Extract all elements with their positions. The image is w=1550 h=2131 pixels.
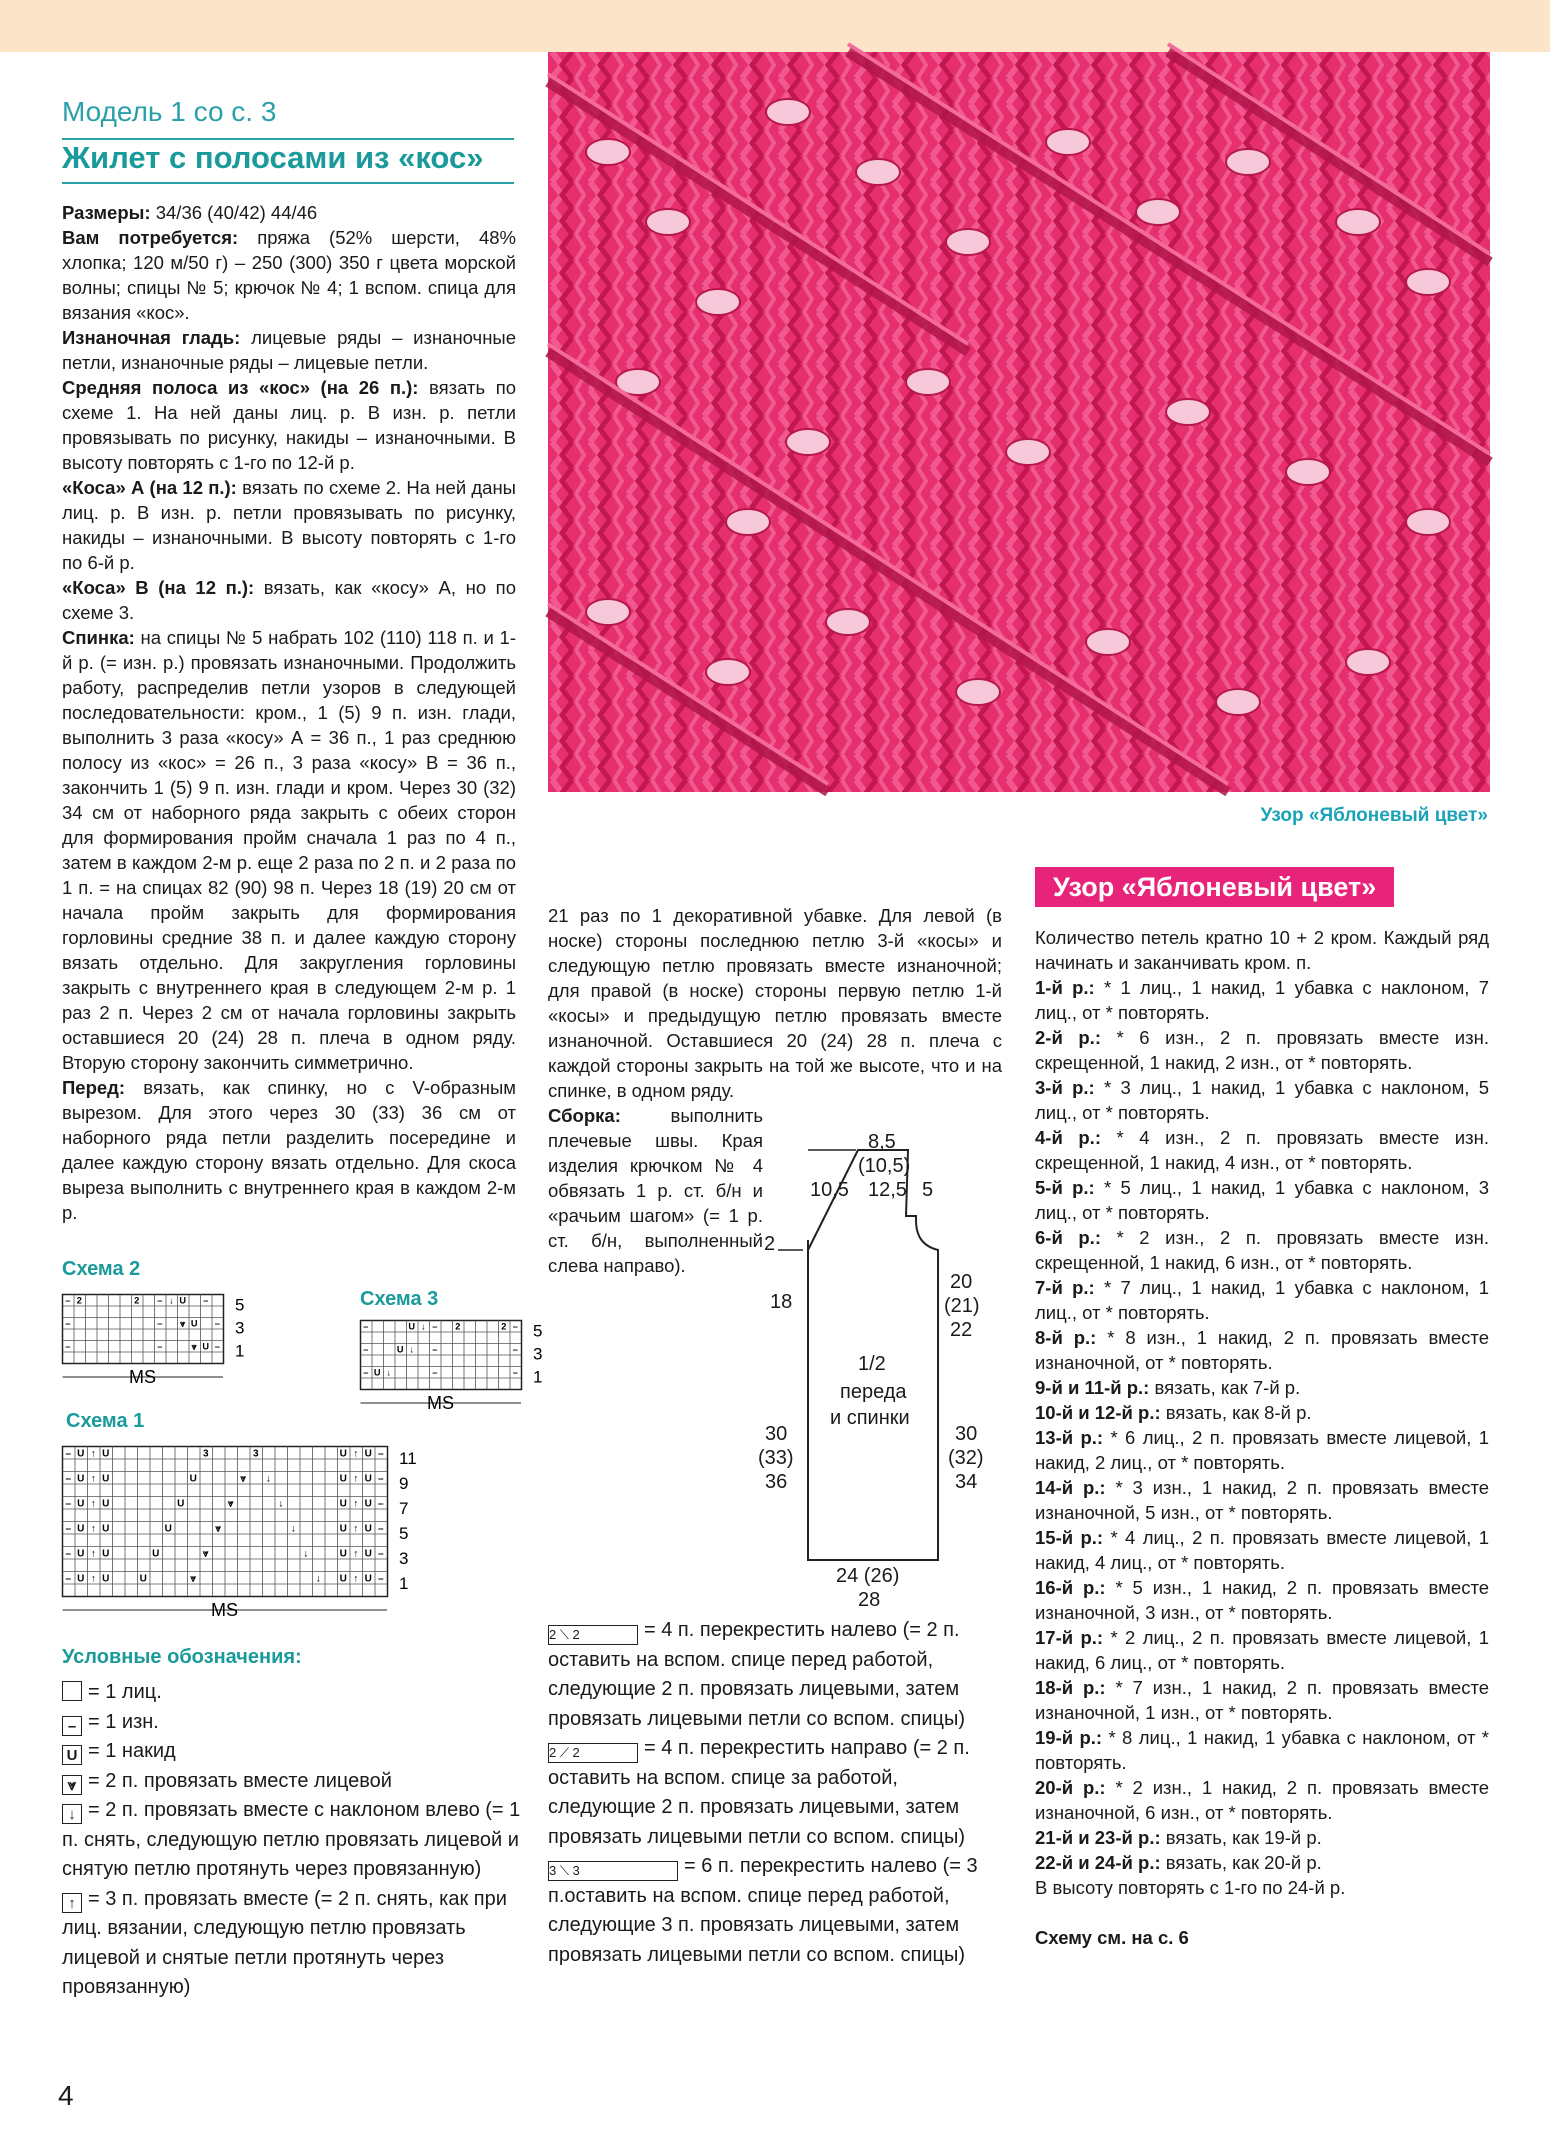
- ms-label: MS: [129, 1367, 156, 1387]
- stitch-symbol: ↑: [90, 1573, 96, 1585]
- dim-bottom-1: 24 (26): [836, 1565, 900, 1587]
- stitch-symbol: –: [377, 1548, 384, 1560]
- stitch-symbol: U: [77, 1573, 85, 1585]
- dim-left-2: (33): [758, 1447, 794, 1469]
- legend-list: [62, 1678, 522, 2003]
- yarn-over-icon: U: [62, 1745, 82, 1765]
- dim-width-3: 5: [922, 1179, 934, 1201]
- instr-paragraph: «Коса» А (на 12 п.): вязать по схеме 2. На ней даны лиц. р. В изн. р. петли провязывать по рисунку, накиды – изнаночными. В высоту повторять с 1-го по 6-й р.: [62, 477, 516, 573]
- diagram-center-3: и спинки: [830, 1407, 910, 1429]
- instr-paragraph: Средняя полоса из «кос» (на 26 п.): вязать по схеме 1. На ней даны лиц. р. В изн. р. петли провязывать по рисунку, накиды – изнаночными. В высоту повторять с 1-го по 12-й р.: [62, 377, 517, 473]
- stitch-symbol: U: [152, 1548, 160, 1560]
- pattern-row: 9-й и 11-й р.: вязать, как 7-й р.: [1035, 1377, 1301, 1398]
- dim-rr-3: 34: [955, 1471, 978, 1493]
- legend-item: 2 ⟋ 2 = 4 п. перекрестить направо (= 2 п. оставить на вспом. спице за работой, следующие 2 п. провязать лицевыми, затем провязать лицевыми петли со вспом. спицы): [548, 1737, 970, 1848]
- row-number-label: 1: [235, 1341, 245, 1361]
- legend-item: ↓ = 2 п. провязать вместе с наклоном влево (= 1 п. снять, следующую петлю провязать лицевой и снятую петлю протянуть через провязанную): [62, 1799, 521, 1880]
- pattern-chart-reference: Схему см. на с. 6: [1035, 1927, 1189, 1948]
- instr-paragraph: «Коса» В (на 12 п.): вязать, как «косу» А, но по схеме 3.: [62, 577, 516, 623]
- instr-paragraph: Спинка: на спицы № 5 набрать 102 (110) 118 п. и 1-й р. (= изн. р.) провязать изнаночными. Продолжить работу, распределив петли узоров в следующей последовательности: кром., 1 (5) 9 п. изн. глади, выполнить 3 раза «косу» А = 36 п., 1 раз среднюю полосу из «кос» = 26 п., 3 раза «косу» В = 36 п., закончить 1 (5) 9 п. изн. глади и кром. Через 30 (32) 34 см от наборного ряда закрыть с обеих сторон для формирования пройм сначала 1 раз по 4 п., затем в каждом 2-м р. еще 2 раза по 2 п. и 2 раза по 1 п. = на спицах 82 (90) 98 п. Через 18 (19) 20 см от начала пройм закрыть для формирования горловины средние 38 п. и далее каждую сторону вязать отдельно. Для закругления горловины закрыть с внутреннего края в следующем 2-м р. 1 раз 2 п. Через 2 см от начала горловины закрыть оставшиеся 20 (24) 28 п. плеча в одном ряду. Вторую сторону закончить симметрично.: [62, 627, 516, 1073]
- stitch-symbol: U: [102, 1573, 110, 1585]
- stitch-symbol: –: [214, 1318, 220, 1329]
- stitch-symbol: –: [65, 1473, 72, 1485]
- ssk-icon: ↓: [62, 1804, 82, 1824]
- dim-rr-2: (32): [948, 1447, 984, 1469]
- ms-label: MS: [427, 1393, 454, 1413]
- pattern-heading: Узор «Яблоневый цвет»: [1035, 867, 1394, 907]
- pattern-row: 21-й и 23-й р.: вязать, как 19-й р.: [1035, 1827, 1322, 1848]
- pattern-row: 6-й р.: * 2 изн., 2 п. провязать вместе изн. скрещенной, 1 накид, 6 изн., от * повторять.: [1035, 1227, 1489, 1273]
- pattern-row: 10-й и 12-й р.: вязать, как 8-й р.: [1035, 1402, 1312, 1423]
- dim-right-3: 22: [950, 1319, 973, 1341]
- stitch-symbol: U: [339, 1448, 347, 1460]
- scheme-3-title: Схема 3: [360, 1288, 439, 1310]
- row-number-label: 1: [533, 1367, 543, 1387]
- stitch-symbol: –: [65, 1548, 72, 1560]
- stitch-symbol: ↓: [290, 1523, 296, 1535]
- legend-item: ⩔ = 2 п. провязать вместе лицевой: [62, 1767, 522, 1797]
- stitch-symbol: –: [432, 1367, 438, 1378]
- pattern-row: В высоту повторять с 1-го по 24-й р.: [1035, 1877, 1346, 1898]
- purl-stitch-icon: –: [62, 1716, 82, 1736]
- stitch-symbol: ⩔: [227, 1498, 234, 1510]
- stitch-symbol: ↑: [353, 1448, 359, 1460]
- stitch-symbol: –: [65, 1295, 71, 1306]
- stitch-symbol: U: [102, 1448, 110, 1460]
- stitch-symbol: ↓: [303, 1548, 309, 1560]
- pattern-row: 22-й и 24-й р.: вязать, как 20-й р.: [1035, 1852, 1322, 1873]
- page-number: 4: [58, 2080, 74, 2111]
- dim-top-alt: (10,5): [858, 1155, 911, 1177]
- row-number-label: 7: [399, 1499, 409, 1519]
- stitch-symbol: ↑: [353, 1523, 359, 1535]
- row-number-label: 3: [235, 1318, 245, 1338]
- stitch-symbol: U: [77, 1548, 85, 1560]
- stitch-symbol: 2: [455, 1321, 461, 1332]
- stitch-symbol: –: [363, 1344, 369, 1355]
- instructions-column-1: [62, 200, 516, 1225]
- pattern-row: 14-й р.: * 3 изн., 1 накид, 2 п. провязать вместе изнаночной, 5 изн., от * повторять.: [1035, 1477, 1489, 1523]
- stitch-symbol: ↑: [90, 1473, 96, 1485]
- instr-paragraph: Сборка: выполнить плечевые швы. Края изделия крючком № 4 обвязать 1 р. ст. б/н и «рачьим шагом» (= 1 р. ст. б/н, выполненный слева направо).: [548, 1105, 763, 1276]
- scheme-2-grid: [62, 1294, 332, 1387]
- dim-top: 8,5: [868, 1131, 896, 1153]
- stitch-symbol: ↓: [315, 1573, 321, 1585]
- stitch-symbol: –: [377, 1473, 384, 1485]
- row-number-label: 11: [399, 1449, 417, 1469]
- stitch-symbol: –: [65, 1573, 72, 1585]
- stitch-symbol: ⩔: [240, 1473, 247, 1485]
- scheme-2-title: Схема 2: [62, 1258, 141, 1280]
- legend-title: Условные обозначения:: [62, 1646, 302, 1668]
- stitch-symbol: –: [377, 1523, 384, 1535]
- legend-item: ↑ = 3 п. провязать вместе (= 2 п. снять, как при лиц. вязании, следующую петлю провязать лицевой и снятые петли протянуть через провязанную): [62, 1887, 507, 1998]
- stitch-symbol: ↓: [265, 1473, 271, 1485]
- stitch-symbol: ↓: [409, 1344, 415, 1355]
- cable-left-4-icon: 2 ⟍ 2: [548, 1625, 638, 1645]
- legend-item: 3 ⟍ 3 = 6 п. перекрестить налево (= 3 п.оставить на вспом. спице перед работой, следующие 3 п. провязать лицевыми, затем провязать лицевыми петли со вспом. спицы): [548, 1855, 978, 1966]
- dim-rr-1: 30: [955, 1423, 978, 1445]
- dim-right-2: (21): [944, 1295, 980, 1317]
- legend-item: U = 1 накид: [62, 1737, 522, 1767]
- diagram-center-1: 1/2: [858, 1353, 886, 1375]
- stitch-symbol: U: [102, 1523, 110, 1535]
- stitch-symbol: ↑: [353, 1498, 359, 1510]
- stitch-symbol: –: [65, 1498, 72, 1510]
- stitch-symbol: U: [177, 1498, 185, 1510]
- stitch-symbol: 2: [134, 1295, 140, 1306]
- cable-left-6-icon: 3 ⟍ 3: [548, 1861, 678, 1881]
- stitch-symbol: U: [339, 1473, 347, 1485]
- stitch-symbol: ⩔: [202, 1548, 209, 1560]
- stitch-symbol: U: [364, 1473, 372, 1485]
- row-number-label: 3: [399, 1549, 409, 1569]
- diagram-center-2: переда: [840, 1381, 907, 1403]
- stitch-symbol: –: [377, 1448, 384, 1460]
- scheme-3-grid: [360, 1320, 630, 1415]
- pattern-row: 20-й р.: * 2 изн., 1 накид, 2 п. провязать вместе изнаночной, 6 изн., от * повторять.: [1035, 1777, 1489, 1823]
- stitch-symbol: ⩔: [190, 1573, 197, 1585]
- instr-paragraph: Вам потребуется: пряжа (52% шерсти, 48% хлопка; 120 м/50 г) – 250 (300) 350 г цвета морской волны; спицы № 5; крючок № 4; 1 вспом. спица для вязания «кос».: [62, 227, 517, 323]
- stitch-symbol: –: [377, 1498, 384, 1510]
- dim-width-1: 10,5: [810, 1179, 849, 1201]
- stitch-symbol: –: [157, 1318, 163, 1329]
- pattern-row: 15-й р.: * 4 лиц., 2 п. провязать вместе лицевой, 1 накид, 4 лиц., от * повторять.: [1035, 1527, 1489, 1573]
- stitch-symbol: U: [373, 1367, 381, 1378]
- scheme-1-grid: [62, 1446, 622, 1620]
- stitch-symbol: –: [157, 1341, 163, 1352]
- pattern-row: 5-й р.: * 5 лиц., 1 накид, 1 убавка с наклоном, 3 лиц., от * повторять.: [1035, 1177, 1489, 1223]
- title-rule-top: [62, 138, 514, 140]
- stitch-symbol: ↑: [353, 1573, 359, 1585]
- legend-item: 2 ⟍ 2 = 4 п. перекрестить налево (= 2 п. оставить на вспом. спице перед работой, следующие 2 п. провязать лицевыми, затем провязать лицевыми петли со вспом. спицы): [548, 1619, 965, 1730]
- stitch-symbol: U: [102, 1498, 110, 1510]
- stitch-symbol: ⩔: [215, 1523, 222, 1535]
- stitch-symbol: 2: [76, 1295, 82, 1306]
- stitch-symbol: –: [157, 1295, 163, 1306]
- instr-paragraph: Изнаночная гладь: лицевые ряды – изнаночные петли, изнаночные ряды – лицевые петли.: [62, 327, 516, 373]
- stitch-symbol: –: [363, 1367, 369, 1378]
- stitch-symbol: U: [202, 1341, 210, 1352]
- stitch-symbol: ↑: [353, 1473, 359, 1485]
- stitch-symbol: U: [189, 1473, 197, 1485]
- dim-depth-2: 2: [764, 1233, 776, 1255]
- stitch-symbol: U: [364, 1498, 372, 1510]
- dim-left-1: 30: [765, 1423, 788, 1445]
- stitch-symbol: –: [512, 1367, 518, 1378]
- stitch-symbol: U: [139, 1573, 147, 1585]
- stitch-symbol: –: [214, 1341, 220, 1352]
- stitch-symbol: –: [65, 1318, 71, 1329]
- legend-cables: [548, 1616, 1003, 1970]
- stitch-symbol: ↑: [90, 1548, 96, 1560]
- row-number-label: 1: [399, 1574, 409, 1594]
- stitch-symbol: ↑: [353, 1548, 359, 1560]
- stitch-symbol: ↑: [90, 1498, 96, 1510]
- stitch-symbol: –: [432, 1344, 438, 1355]
- pattern-row: 19-й р.: * 8 лиц., 1 накид, 1 убавка с наклоном, от * повторять.: [1035, 1727, 1489, 1773]
- stitch-symbol: U: [339, 1498, 347, 1510]
- stitch-symbol: U: [102, 1548, 110, 1560]
- knit-texture-image: [548, 52, 1490, 792]
- stitch-symbol: U: [396, 1344, 404, 1355]
- stitch-symbol: ⩔: [180, 1318, 186, 1329]
- pattern-row: 4-й р.: * 4 изн., 2 п. провязать вместе изн. скрещенной, 1 накид, 4 изн., от * повторять.: [1035, 1127, 1489, 1173]
- dim-right-1: 20: [950, 1271, 973, 1293]
- stitch-symbol: 3: [202, 1448, 209, 1460]
- model-reference: Модель 1 со с. 3: [62, 96, 277, 127]
- knit-stitch-icon: [62, 1681, 82, 1701]
- stitch-symbol: –: [65, 1523, 72, 1535]
- k2tog-icon: ⩔: [62, 1775, 82, 1795]
- stitch-symbol: U: [190, 1318, 198, 1329]
- row-number-label: 5: [235, 1295, 245, 1315]
- row-number-label: 5: [533, 1321, 543, 1341]
- pattern-row: 7-й р.: * 7 лиц., 1 накид, 1 убавка с наклоном, 1 лиц., от * повторять.: [1035, 1277, 1489, 1323]
- pattern-instructions: [1035, 925, 1489, 1950]
- instr-paragraph: Перед: вязать, как спинку, но с V-образным вырезом. Для этого через 30 (33) 36 см от наборного ряда петли разделить посередине и далее каждую сторону вязать отдельно. Для скоса выреза выполнить с внутреннего края в каждом 2-м р.: [62, 1077, 516, 1223]
- stitch-symbol: ↓: [168, 1295, 174, 1306]
- pattern-row: 16-й р.: * 5 изн., 1 накид, 2 п. провязать вместе изнаночной, 3 изн., от * повторять.: [1035, 1577, 1489, 1623]
- instr-paragraph: Размеры: 34/36 (40/42) 44/46: [62, 202, 318, 223]
- pattern-row: 1-й р.: * 1 лиц., 1 накид, 1 убавка с наклоном, 7 лиц., от * повторять.: [1035, 977, 1489, 1023]
- stitch-symbol: –: [377, 1573, 384, 1585]
- scheme-1-title: Схема 1: [66, 1410, 145, 1432]
- stitch-symbol: –: [512, 1321, 518, 1332]
- stitch-symbol: ↑: [90, 1448, 96, 1460]
- stitch-symbol: ↑: [90, 1523, 96, 1535]
- pattern-row: 17-й р.: * 2 лиц., 2 п. провязать вместе лицевой, 1 накид, 6 лиц., от * повторять.: [1035, 1627, 1489, 1673]
- stitch-symbol: U: [339, 1523, 347, 1535]
- stitch-symbol: U: [364, 1448, 372, 1460]
- article-title: Жилет с полосами из «кос»: [62, 140, 484, 175]
- pattern-row: 18-й р.: * 7 изн., 1 накид, 2 п. провязать вместе изнаночной, 1 изн., от * повторять.: [1035, 1677, 1489, 1723]
- title-rule-bottom: [62, 182, 514, 184]
- stitch-symbol: U: [179, 1295, 187, 1306]
- pattern-row: 3-й р.: * 3 лиц., 1 накид, 1 убавка с наклоном, 5 лиц., от * повторять.: [1035, 1077, 1489, 1123]
- instr-paragraph: 21 раз по 1 декоративной убавке. Для левой (в носке) стороны последнюю петлю 3-й «косы» и следующую петлю провязать вместе изнаночной; для правой (в носке) стороны первую петлю 1-й «косы» и предыдущую петлю провязать вместе изнаночной. Оставшиеся 20 (24) 28 п. плеча с каждой стороны закрыть на той же высоте, что и на спинке, в одном ряду.: [548, 905, 1002, 1101]
- stitch-symbol: –: [65, 1448, 72, 1460]
- row-number-label: 3: [533, 1344, 543, 1364]
- row-number-label: 9: [399, 1474, 409, 1494]
- stitch-symbol: U: [77, 1448, 85, 1460]
- dim-left-3: 36: [765, 1471, 788, 1493]
- pattern-row: 8-й р.: * 8 изн., 1 накид, 2 п. провязать вместе изнаночной, от * повторять.: [1035, 1327, 1489, 1373]
- stitch-symbol: –: [512, 1344, 518, 1355]
- stitch-symbol: –: [363, 1321, 369, 1332]
- legend-item: = 1 лиц.: [62, 1678, 522, 1708]
- stitch-symbol: U: [364, 1548, 372, 1560]
- stitch-symbol: –: [203, 1295, 209, 1306]
- top-color-band: [0, 0, 1550, 52]
- stitch-symbol: –: [432, 1321, 438, 1332]
- pattern-intro: Количество петель кратно 10 + 2 кром. Каждый ряд начинать и заканчивать кром. п.: [1035, 927, 1489, 973]
- stitch-symbol: U: [339, 1548, 347, 1560]
- photo-caption: Узор «Яблоневый цвет»: [1260, 805, 1488, 826]
- stitch-symbol: U: [77, 1473, 85, 1485]
- pattern-row: 2-й р.: * 6 изн., 2 п. провязать вместе изн. скрещенной, 1 накид, 2 изн., от * повторять.: [1035, 1027, 1489, 1073]
- stitch-symbol: U: [77, 1523, 85, 1535]
- stitch-symbol: U: [77, 1498, 85, 1510]
- stitch-symbol: U: [164, 1523, 172, 1535]
- stitch-symbol: ↓: [420, 1321, 426, 1332]
- stitch-symbol: U: [102, 1473, 110, 1485]
- pattern-row: 13-й р.: * 6 лиц., 2 п. провязать вместе лицевой, 1 накид, 2 лиц., от * повторять.: [1035, 1427, 1489, 1473]
- dim-bottom-2: 28: [858, 1589, 881, 1611]
- legend-item: – = 1 изн.: [62, 1708, 522, 1738]
- stitch-symbol: ↓: [386, 1367, 392, 1378]
- knit-sample-photo: [548, 52, 1490, 792]
- stitch-symbol: U: [364, 1523, 372, 1535]
- stitch-symbol: ↓: [278, 1498, 284, 1510]
- stitch-symbol: 2: [501, 1321, 507, 1332]
- k3tog-icon: ↑: [62, 1893, 82, 1913]
- cable-right-4-icon: 2 ⟋ 2: [548, 1743, 638, 1763]
- row-number-label: 5: [399, 1524, 409, 1544]
- dim-width-2: 12,5: [868, 1179, 907, 1201]
- stitch-symbol: 3: [252, 1448, 259, 1460]
- stitch-symbol: ⩔: [191, 1341, 197, 1352]
- stitch-symbol: U: [364, 1573, 372, 1585]
- ms-label: MS: [211, 1600, 238, 1620]
- dim-armhole-18: 18: [770, 1291, 793, 1313]
- stitch-symbol: U: [339, 1573, 347, 1585]
- stitch-symbol: –: [65, 1341, 71, 1352]
- stitch-symbol: U: [408, 1321, 416, 1332]
